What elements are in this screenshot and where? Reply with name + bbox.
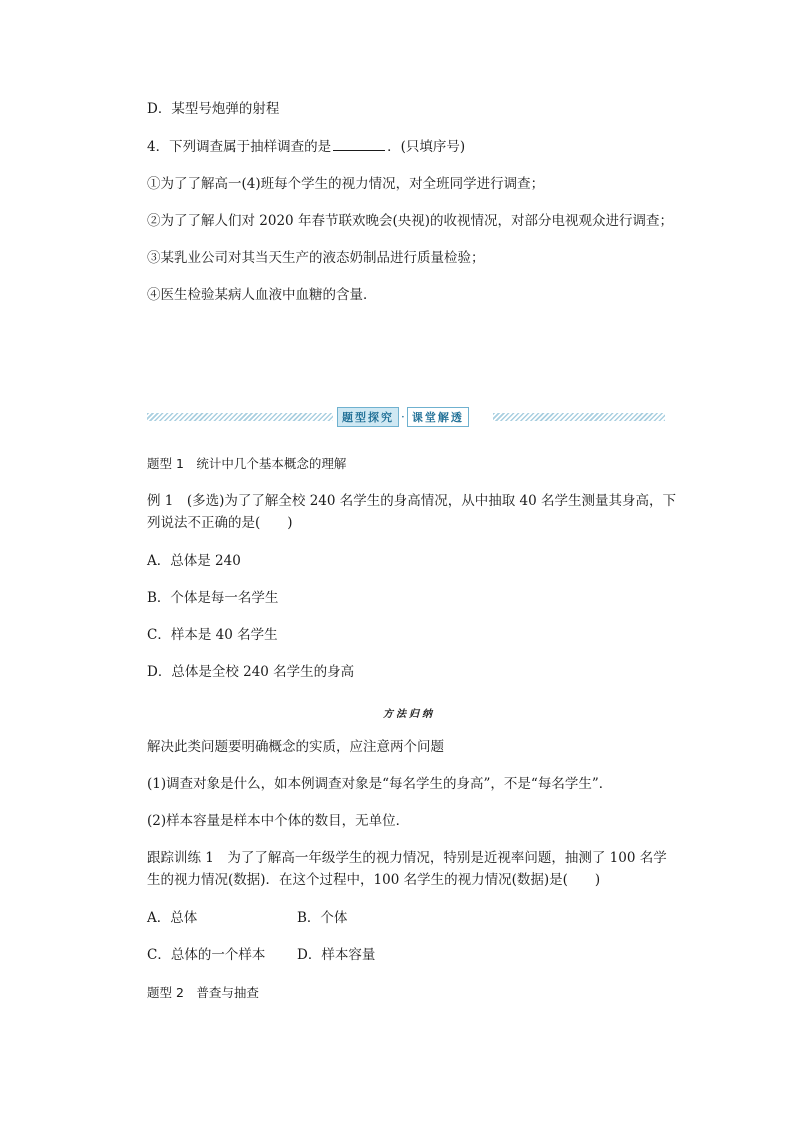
practice-1-option-a: A．总体 — [147, 910, 198, 926]
example-1-option-a: A．总体是 240 — [147, 553, 241, 569]
method-line-2: (1)调查对象是什么，如本例调查对象是“每名学生的身高”，不是“每名学生”． — [147, 776, 613, 792]
type-2-heading: 题型 2 普查与抽查 — [147, 985, 259, 1000]
example-1-line-2: 列说法不正确的是( ) — [147, 515, 293, 531]
example-1-option-c: C．样本是 40 名学生 — [147, 627, 278, 643]
type-1-heading: 题型 1 统计中几个基本概念的理解 — [147, 456, 347, 471]
banner-stripes-right — [493, 413, 665, 421]
answer-blank — [333, 138, 385, 151]
method-line-3: (2)样本容量是样本中个体的数目，无单位． — [147, 813, 410, 829]
banner-separator: · — [401, 410, 405, 424]
question-4-item-2: ②为了了解人们对 2020 年春节联欢晚会(央视)的收视情况，对部分电视观众进行调查； — [147, 213, 673, 229]
example-1-option-d: D．总体是全校 240 名学生的身高 — [147, 664, 355, 680]
section-banner — [147, 407, 665, 427]
practice-1-option-d: D．样本容量 — [297, 947, 376, 963]
practice-1-line-2: 生的视力情况(数据)．在这个过程中，100 名学生的视力情况(数据)是( ) — [147, 872, 601, 888]
method-line-1: 解决此类问题要明确概念的实质，应注意两个问题 — [147, 739, 444, 755]
banner-stripes-left — [147, 413, 333, 421]
practice-1-option-c: C．总体的一个样本 — [147, 947, 266, 963]
practice-1-option-b: B．个体 — [297, 910, 348, 926]
banner-tag-classroom: 课堂解透 — [407, 407, 469, 427]
question-4-stem — [147, 138, 465, 155]
question-4-item-1: ①为了了解高一(4)班每个学生的视力情况，对全班同学进行调查； — [147, 176, 545, 192]
example-1-option-b: B．个体是每一名学生 — [147, 590, 279, 606]
method-summary-title: 方法归纳 — [383, 709, 435, 720]
question-4-stem-text: 4．下列调查属于抽样调查的是 — [147, 139, 332, 155]
question-4-item-3: ③某乳业公司对其当天生产的液态奶制品进行质量检验； — [147, 250, 485, 266]
previous-option-d: D．某型号炮弹的射程 — [147, 101, 280, 117]
example-1-line-1: 例 1 (多选)为了了解全校 240 名学生的身高情况，从中抽取 40 名学生测量其身高，下 — [147, 493, 677, 509]
banner-label — [337, 407, 469, 427]
banner-tag-topic-explore: 题型探究 — [337, 407, 399, 427]
question-4-item-4: ④医生检验某病人血液中血糖的含量． — [147, 287, 377, 303]
question-4-stem-suffix: ．(只填序号) — [387, 139, 466, 155]
practice-1-line-1: 跟踪训练 1 为了了解高一年级学生的视力情况，特别是近视率问题，抽测了 100 名学 — [147, 850, 667, 866]
